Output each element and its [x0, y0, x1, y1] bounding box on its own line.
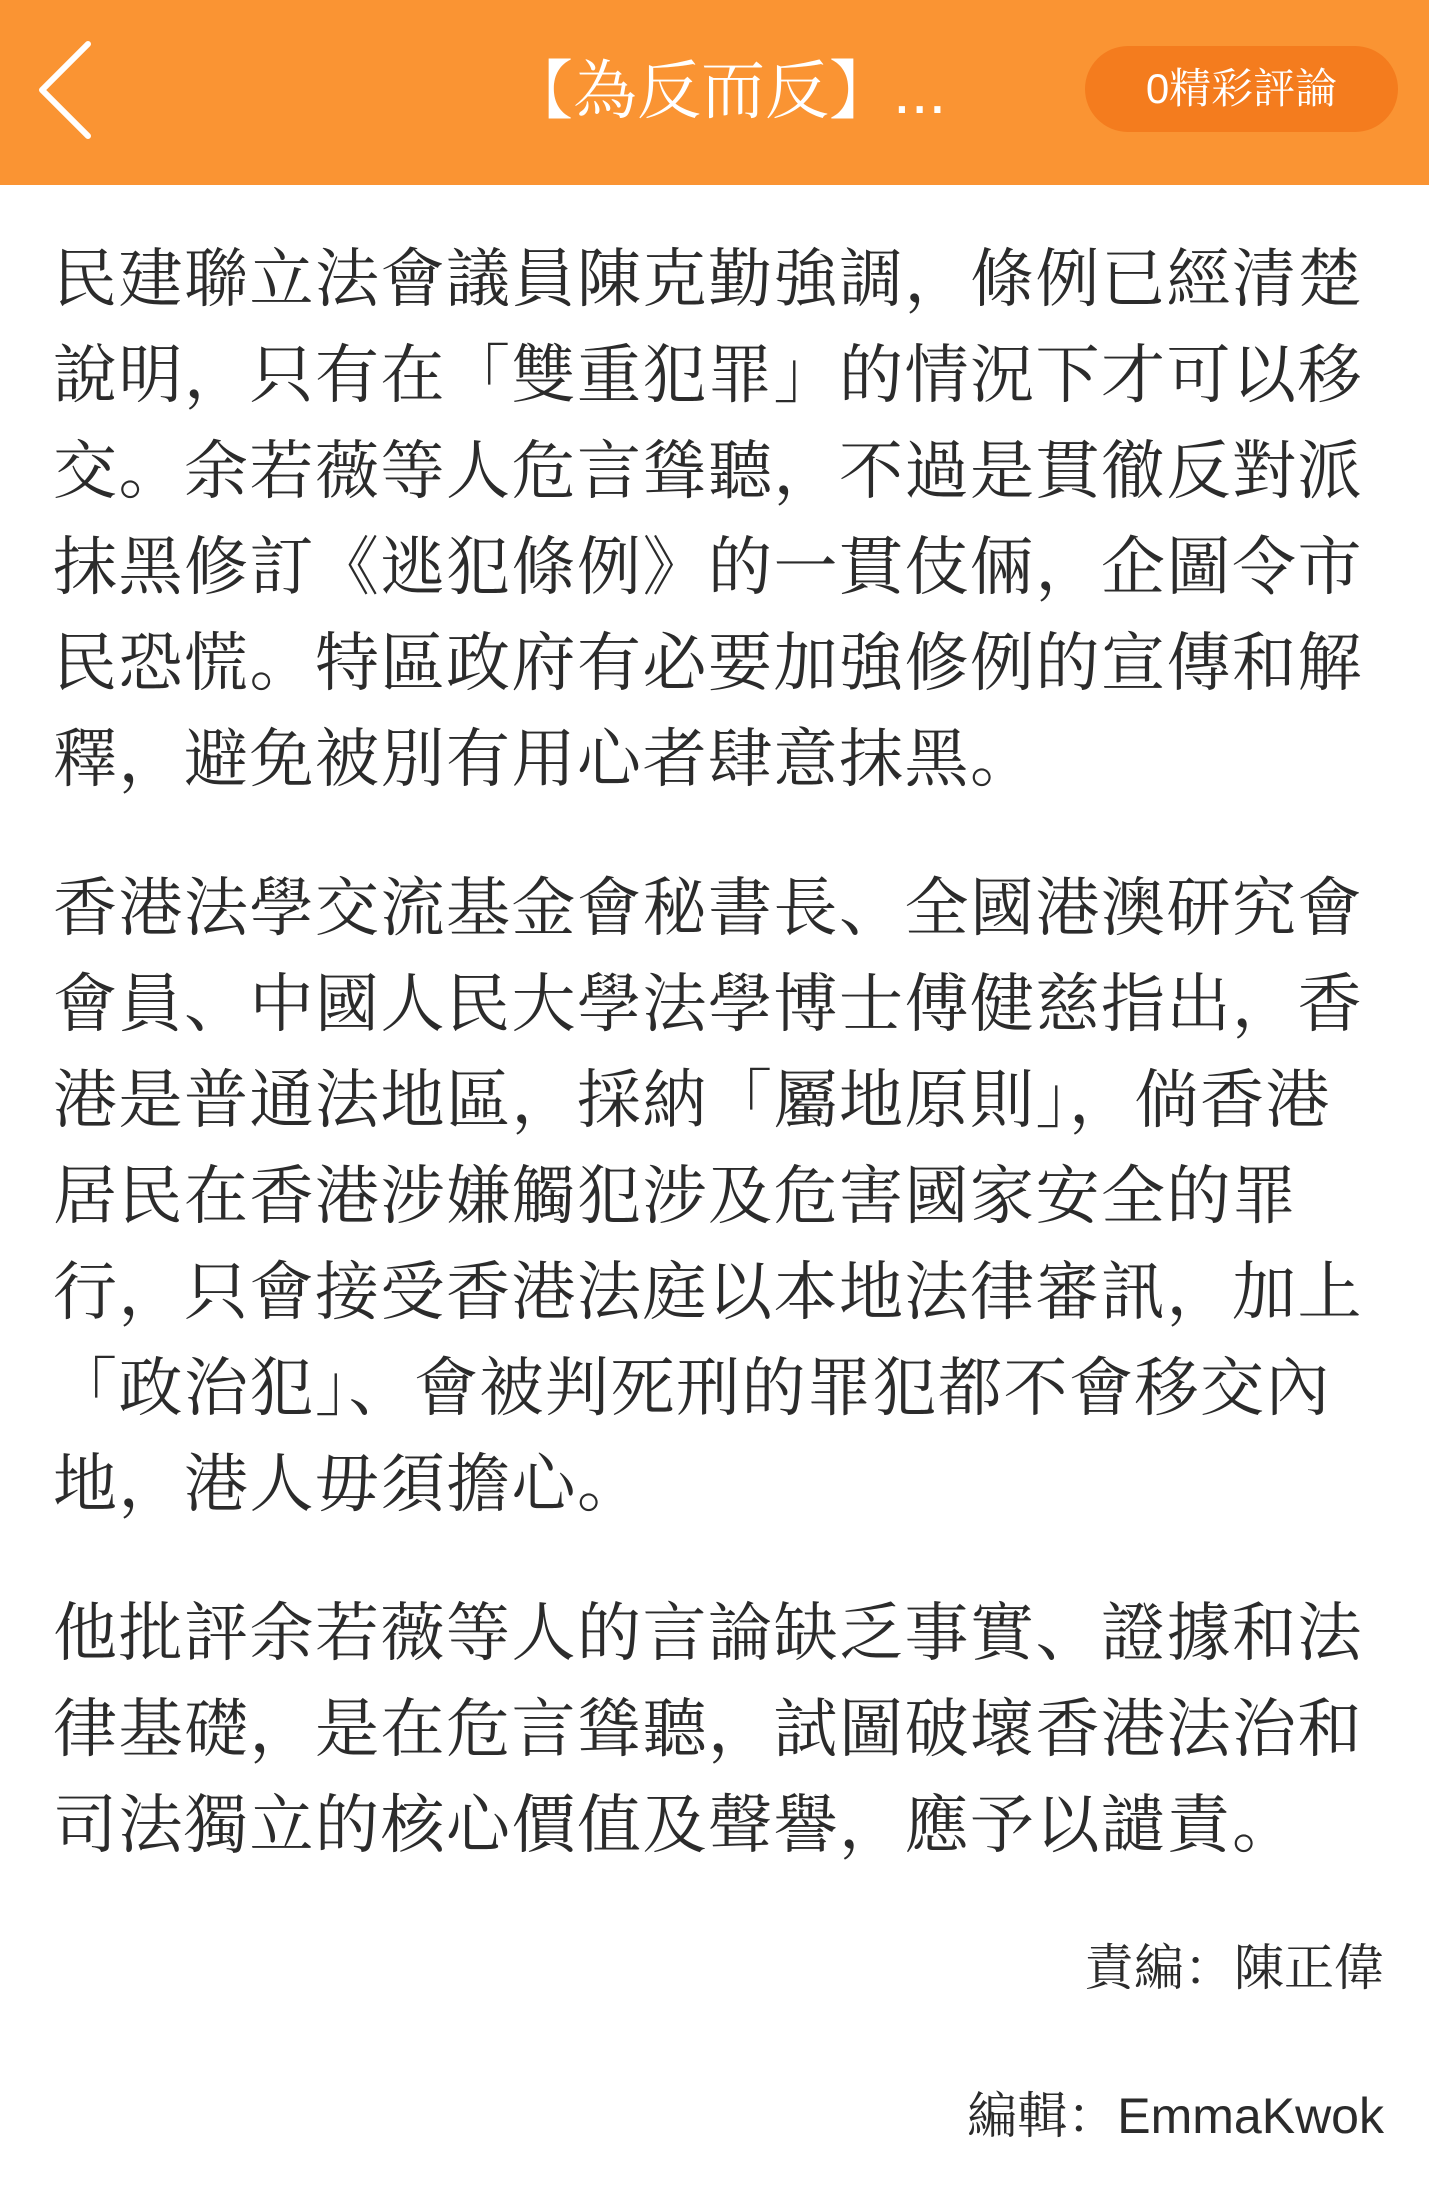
- back-button[interactable]: [30, 34, 100, 146]
- page-title: 【為反而反】...: [509, 55, 947, 127]
- article-line: 民建聯立法會議員陳克勤強調，條例已經清楚: [53, 243, 1363, 315]
- article-line: 地，港人毋須擔心。: [53, 1448, 643, 1520]
- article-line: 釋，避免被別有用心者肆意抹黑。: [53, 723, 1036, 795]
- article-paragraph-2: [53, 860, 1393, 1532]
- article-line: 交。余若薇等人危言聳聽，不過是貫徹反對派: [53, 435, 1363, 507]
- article-line: 行，只會接受香港法庭以本地法律審訊，加上: [53, 1256, 1363, 1328]
- responsible-editor-credit: 責編：陳正偉: [1084, 1940, 1384, 1996]
- article-line: 香港法學交流基金會秘書長、全國港澳研究會: [53, 872, 1363, 944]
- article-line: 律基礎，是在危言聳聽，試圖破壞香港法治和: [53, 1693, 1363, 1765]
- article-line: 「政治犯」、會被判死刑的罪犯都不會移交內: [53, 1352, 1331, 1424]
- article-line: 司法獨立的核心價值及聲譽，應予以譴責。: [53, 1789, 1298, 1861]
- article-line: 港是普通法地區，採納「屬地原則」，倘香港: [53, 1064, 1331, 1136]
- top-app-bar: [0, 0, 1429, 185]
- chevron-left-icon: [30, 34, 100, 146]
- article-body: [53, 231, 1393, 1926]
- article-paragraph-1: [53, 231, 1393, 807]
- article-line: 民恐慌。特區政府有必要加強修例的宣傳和解: [53, 627, 1363, 699]
- article-line: 抹黑修訂《逃犯條例》的一貫伎倆，企圖令市: [53, 531, 1363, 603]
- article-paragraph-3: [53, 1585, 1393, 1873]
- article-line: 居民在香港涉嫌觸犯涉及危害國家安全的罪: [53, 1160, 1298, 1232]
- article-line: 他批評余若薇等人的言論缺乏事實、證據和法: [53, 1597, 1363, 1669]
- editor-credit: 編輯：EmmaKwok: [967, 2088, 1384, 2144]
- article-line: 說明，只有在「雙重犯罪」的情況下才可以移: [53, 339, 1363, 411]
- comments-button[interactable]: 0精彩評論: [1085, 46, 1398, 132]
- article-line: 會員、中國人民大學法學博士傅健慈指出，香: [53, 968, 1363, 1040]
